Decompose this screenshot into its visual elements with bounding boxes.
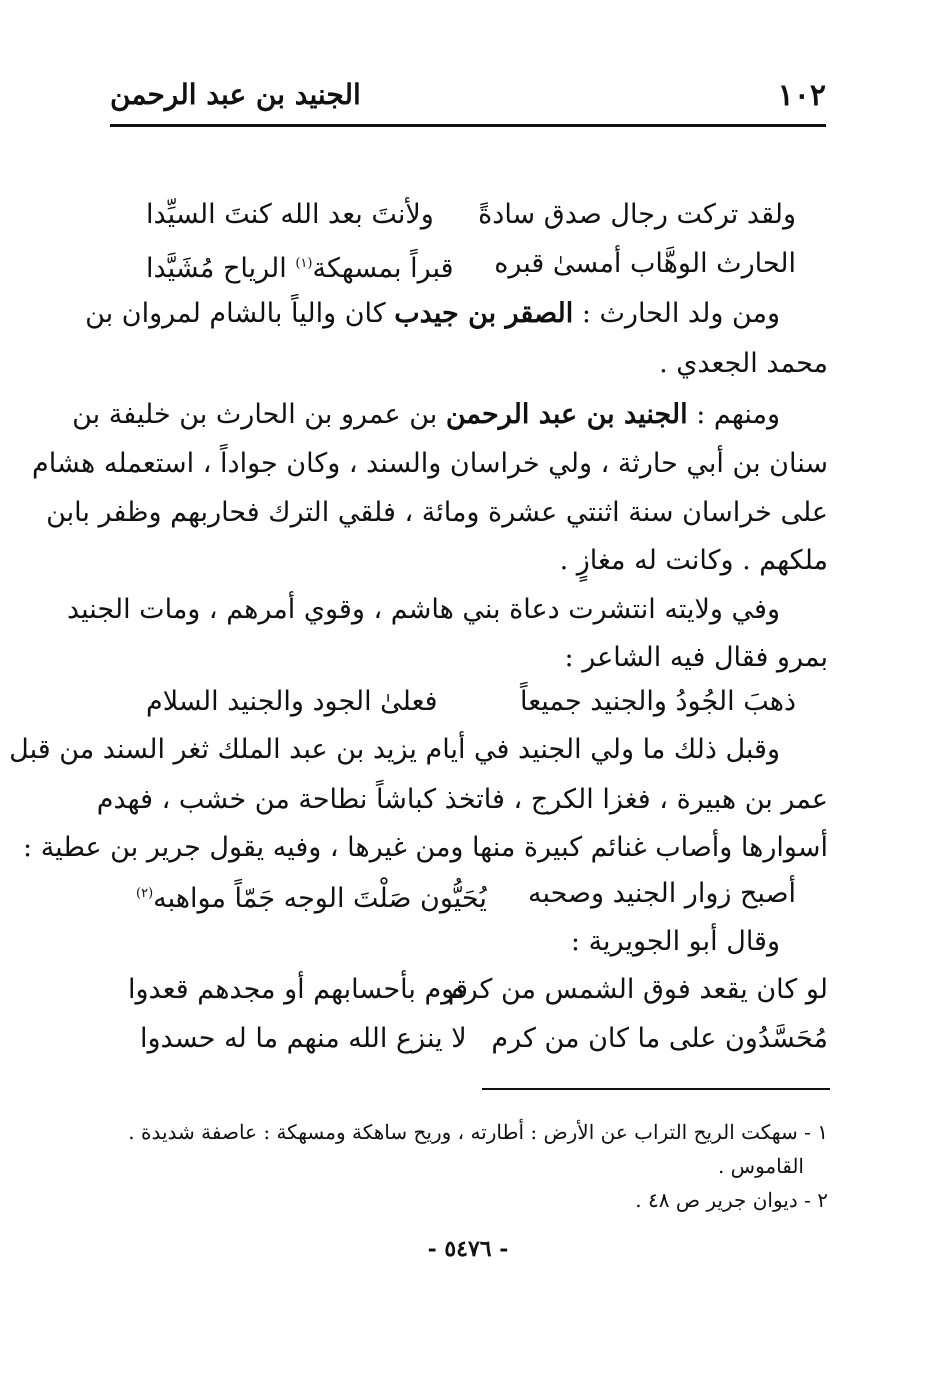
text-line: عمر بن هبيرة ، فغزا الكرج ، فاتخذ كباشاً نطاحة من خشب ، فهدم [96,784,828,815]
verse-text: يُحَيُّون صَلْتَ الوجه جَمّاً مواهبه [153,883,487,914]
page-header [110,72,826,124]
verse-hemistich-left [146,244,454,289]
text-line: أسوارها وأصاب غنائم كبيرة منها ومن غيرها ، وفيه يقول جرير بن عطية : [23,832,828,863]
text-line: سنان بن أبي حارثة ، ولي خراسان والسند ، وكان جواداً ، استعمله هشام [32,448,828,479]
verse-line [146,682,796,722]
verse-hemistich-right: ذهبَ الجُودُ والجنيد جميعاً [519,686,796,717]
verse-hemistich-right: أصبح زوار الجنيد وصحبه [527,878,796,909]
footnote-ref: (١) [295,256,313,271]
footnote: ٢ - ديوان جرير ص ٤٨ . [635,1188,828,1212]
text-line: بمرو فقال فيه الشاعر : [564,642,828,673]
text-run: كان والياً بالشام لمروان بن [85,298,395,329]
text-line [72,395,828,435]
verse-line [128,970,828,1010]
verse-line [136,874,796,914]
text-run: ومن ولد الحارث : [573,298,780,329]
person-name: الجنيد بن عبد الرحمن [445,399,688,430]
text-run: ومنهم : [687,399,780,430]
footnote: ١ - سهكت الريح التراب عن الأرض : أطارته ، وريح ساهكة ومسهكة : عاصفة شديدة . [128,1120,828,1144]
verse-hemistich-right: الحارث الوهَّاب أمسىٰ قبره [494,248,796,279]
verse-hemistich-right: مُحَسَّدُون على ما كان من كرم [491,1023,828,1054]
running-title: الجنيد بن عبد الرحمن [110,78,361,111]
text-run: بن عمرو بن الحارث بن خليفة بن [72,399,446,430]
verse-hemistich-right: ولقد تركت رجال صدق سادةً [478,199,796,230]
footnote-rule [482,1088,830,1090]
verse-line [146,195,796,235]
verse-line [140,1019,828,1059]
verse-hemistich-left: لا ينزع الله منهم ما له حسدوا [140,1023,467,1054]
verse-text: قبراً بمسهكة [312,253,454,284]
page-number: ١٠٢ [777,78,826,113]
text-line: وقبل ذلك ما ولي الجنيد في أيام يزيد بن عبد الملك ثغر السند من قبل [9,734,780,765]
verse-text: الرياح مُشَيَّدا [146,253,296,284]
text-line: على خراسان سنة اثنتي عشرة ومائة ، فلقي الترك فحاربهم وظفر بابن [46,497,828,528]
text-line: وفي ولايته انتشرت دعاة بني هاشم ، وقوي أمرهم ، ومات الجنيد [66,594,780,625]
verse-hemistich-left: قوم بأحسابهم أو مجدهم قعدوا [128,974,469,1005]
text-line: ملكهم . وكانت له مغازٍ . [559,545,828,576]
text-line [85,294,828,334]
verse-hemistich-left [136,874,487,919]
folio-number: - ٥٤٧٦ - [427,1236,509,1262]
footnote-ref: (٢) [136,886,154,901]
verse-hemistich-left: فعلىٰ الجود والجنيد السلام [146,686,438,717]
verse-line [146,244,796,284]
person-name: الصقر بن جيدب [394,298,574,329]
verse-hemistich-left: ولأنتَ بعد الله كنتَ السيِّدا [146,199,434,230]
text-line: محمد الجعدي . [659,348,828,379]
footnote: القاموس . [717,1154,804,1178]
text-line: وقال أبو الجويرية : [570,926,780,957]
header-rule [110,124,826,127]
verse-hemistich-right: لو كان يقعد فوق الشمس من كرم [447,974,828,1005]
